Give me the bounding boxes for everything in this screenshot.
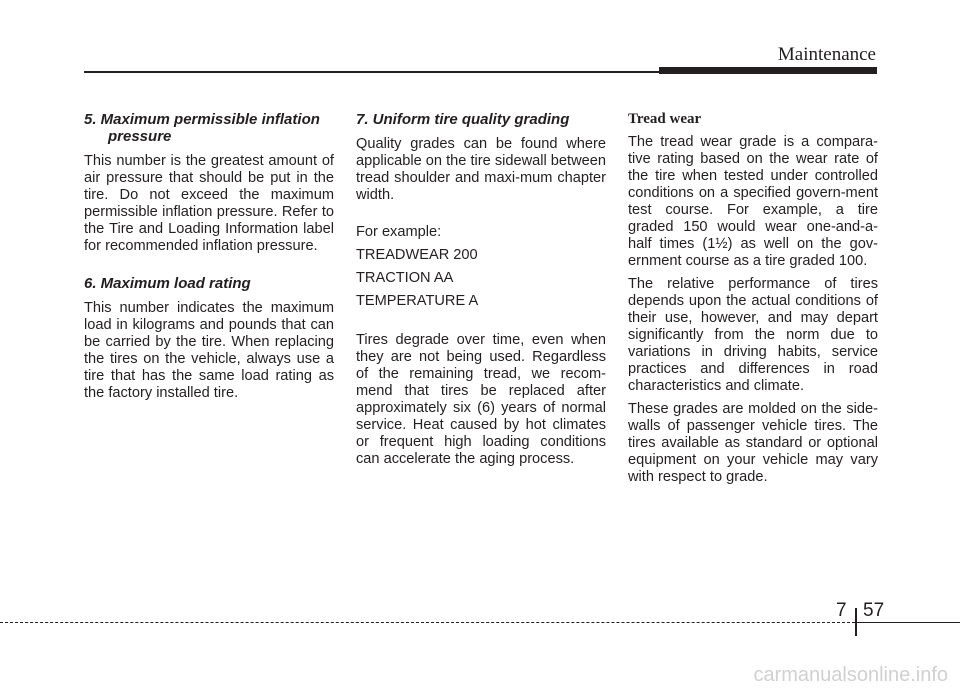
header-rule: [84, 71, 664, 73]
column-left: [84, 111, 334, 422]
column-right: [628, 111, 878, 492]
watermark-text: carmanualsonline.info: [753, 664, 948, 686]
section-heading-max-inflation: [84, 111, 334, 145]
paragraph-utqg: Quality grades can be found where applicable on the tire sidewall between tread shoulder and maxi-mum chapter width.: [356, 136, 606, 203]
page-number: 57: [863, 600, 885, 621]
page-header-title: Maintenance: [777, 44, 876, 65]
chapter-number: 7: [836, 600, 847, 621]
paragraph-tread-wear-3: These grades are molded on the side-walls of passenger vehicle tires. The tires available as standard or optional equipment on your vehicle may vary with respect to grade.: [628, 401, 878, 485]
section-heading-tread-wear: Tread wear: [628, 111, 702, 127]
footer-rule: [857, 622, 960, 623]
paragraph-max-inflation: This number is the greatest amount of air pressure that should be put in the tire. Do not exceed the maximum permissible inflation pressure. Refer to the Tire and Loading Information label for recommended inflation pressure.: [84, 153, 334, 254]
section-heading-max-load: 6. Maximum load rating: [84, 275, 251, 292]
footer-dashed-rule: [0, 622, 855, 623]
heading-line-2: pressure: [108, 128, 172, 145]
section-heading-utqg: 7. Uniform tire quality grading: [356, 111, 570, 128]
paragraph-max-load: This number indicates the maximum load in kilograms and pounds that can be carried by the tire. When replacing the tires on the vehicle, always use a tire that has the same load rating as the factory installed tire.: [84, 300, 334, 401]
example-temperature: TEMPERATURE A: [356, 293, 479, 309]
header-rule-bold: [659, 67, 877, 74]
column-middle: [356, 111, 606, 488]
heading-line-1: 5. Maximum permissible inflation: [84, 111, 320, 128]
example-treadwear: TREADWEAR 200: [356, 247, 478, 263]
paragraph-tread-wear-1: The tread wear grade is a compara-tive rating based on the wear rate of the tire when tested under controlled conditions on a specified govern-ment test course. For example, a tire graded 150 would wear one-and-a-half times (1½) as well on the gov-ernment course as a tire graded 100.: [628, 134, 878, 269]
paragraph-tire-aging: Tires degrade over time, even when they are not being used. Regardless of the remaining tread, we recom-mend that tires be replaced after approximately six (6) years of normal service. Heat caused by hot climates or frequent high loading conditions can accelerate the aging process.: [356, 332, 606, 467]
example-traction: TRACTION AA: [356, 270, 454, 286]
example-label: For example:: [356, 224, 442, 240]
paragraph-tread-wear-2: The relative performance of tires depends upon the actual conditions of their use, however, and may depart significantly from the norm due to variations in driving habits, service practices and differences in road characteristics and climate.: [628, 276, 878, 394]
